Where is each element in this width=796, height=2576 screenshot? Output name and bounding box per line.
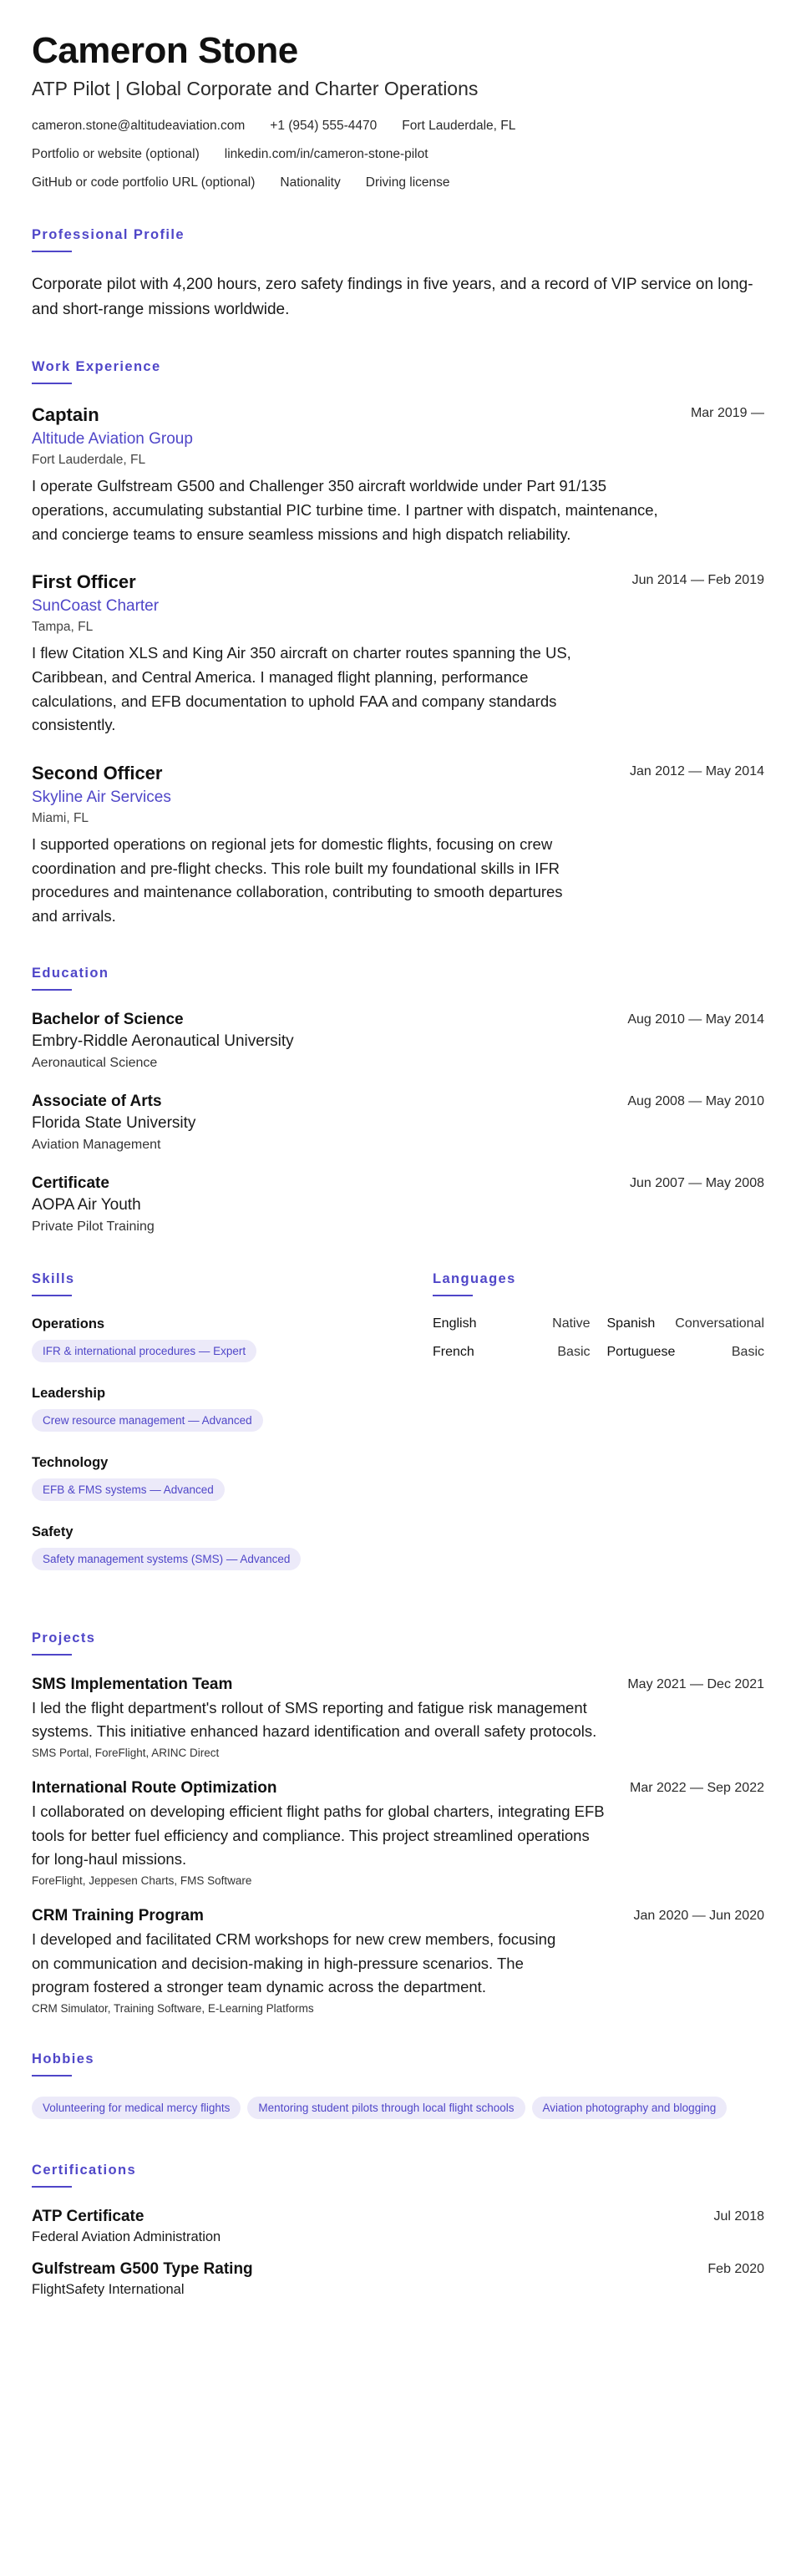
education-entry: [32, 1174, 764, 1235]
job-title: Captain: [32, 404, 99, 426]
language-item: [607, 1345, 765, 1360]
section-divider: [32, 1654, 72, 1656]
certification-issuer: Federal Aviation Administration: [32, 2229, 221, 2245]
job-date: Mar 2019 —: [690, 406, 764, 421]
section-divider: [32, 383, 72, 384]
education-date: Aug 2008 — May 2010: [627, 1093, 764, 1108]
language-item: [607, 1316, 765, 1331]
job-description: I supported operations on regional jets for domestic flights, focusing on crew coordination and pre-flight checks. This role built my foundational skills in IFR procedures and maintenance collaboration, contributing to smooth departures and arrivals.: [32, 835, 563, 925]
skill-chip: Safety management systems (SMS) — Advanced: [32, 1548, 301, 1570]
contact-linkedin[interactable]: linkedin.com/in/cameron-stone-pilot: [224, 146, 428, 161]
job-location: Tampa, FL: [32, 620, 94, 635]
language-level: Basic: [731, 1344, 764, 1359]
skill-chip: EFB & FMS systems — Advanced: [32, 1478, 225, 1501]
section-divider: [32, 989, 72, 991]
project-technologies: CRM Simulator, Training Software, E-Learning Platforms: [32, 2002, 314, 2016]
job-location: Miami, FL: [32, 811, 89, 826]
contact-portfolio[interactable]: Portfolio or website (optional): [32, 146, 200, 161]
experience-section: [32, 359, 764, 928]
company-name: Skyline Air Services: [32, 789, 171, 807]
language-item: [433, 1316, 591, 1331]
hobby-chip: Aviation photography and blogging: [532, 2097, 728, 2119]
projects-section: [32, 1630, 764, 2015]
language-level: Native: [552, 1316, 591, 1331]
language-name: Spanish: [606, 1316, 656, 1331]
hobbies-section: [32, 2051, 764, 2126]
company-name: Altitude Aviation Group: [32, 430, 193, 449]
skills-languages-row: [32, 1271, 764, 1594]
job-date: Jun 2014 — Feb 2019: [631, 573, 764, 588]
project-description: I collaborated on developing efficient flight paths for global charters, integrating EFB tools for better fuel efficiency and compliance. This project streamlined operations for long-haul missions.: [32, 1803, 605, 1869]
contact-email[interactable]: cameron.stone@altitudeaviation.com: [32, 118, 246, 133]
experience-entry: [32, 404, 764, 546]
language-name: English: [433, 1316, 477, 1331]
contact-location: Fort Lauderdale, FL: [402, 118, 516, 133]
section-divider: [32, 2186, 72, 2188]
section-title-languages: Languages: [433, 1270, 516, 1286]
skill-category: Operations: [32, 1316, 105, 1331]
job-title: First Officer: [32, 571, 136, 593]
languages-section: [433, 1271, 764, 1594]
degree-name: Certificate: [32, 1174, 109, 1192]
resume-header: [32, 30, 764, 190]
project-description: I led the flight department's rollout of SMS reporting and fatigue risk management systems. This initiative enhanced hazard identification and overall safety protocols.: [32, 1698, 597, 1741]
skill-chip: IFR & international procedures — Expert: [32, 1340, 256, 1362]
skill-category: Safety: [32, 1524, 74, 1539]
project-title: CRM Training Program: [32, 1907, 204, 1925]
contact-github[interactable]: GitHub or code portfolio URL (optional): [32, 175, 256, 190]
school-name: Florida State University: [32, 1113, 196, 1132]
experience-entry: [32, 571, 764, 738]
language-item: [433, 1345, 591, 1360]
certification-date: Jul 2018: [713, 2209, 764, 2224]
project-description: I developed and facilitated CRM workshops for new crew members, focusing on communication and decision-making in high-pressure scenarios. The program fostered a stronger team dynamic across the department.: [32, 1930, 556, 1996]
certification-issuer: FlightSafety International: [32, 2282, 185, 2298]
field-of-study: Aeronautical Science: [32, 1055, 158, 1070]
project-title: SMS Implementation Team: [32, 1675, 233, 1693]
job-description: I flew Citation XLS and King Air 350 aircraft on charter routes spanning the US, Caribbean, and Central America. I managed flight planning, performance calculations, and EFB documentation to uphold FAA and company standards consistently.: [32, 644, 571, 734]
skill-category: Technology: [32, 1454, 109, 1470]
section-title-experience: Work Experience: [32, 359, 161, 375]
language-name: Portuguese: [606, 1344, 676, 1359]
certification-entry: [32, 2260, 764, 2298]
language-level: Basic: [557, 1344, 591, 1359]
hobby-chip: Mentoring student pilots through local flight schools: [247, 2097, 525, 2119]
contact-phone[interactable]: +1 (954) 555-4470: [270, 118, 378, 133]
job-location: Fort Lauderdale, FL: [32, 453, 146, 468]
contact-driving-license: Driving license: [365, 175, 450, 190]
section-title-skills: Skills: [32, 1270, 75, 1286]
contact-nationality: Nationality: [280, 175, 341, 190]
education-entry: [32, 1011, 764, 1071]
job-title: Second Officer: [32, 763, 163, 784]
certification-name: Gulfstream G500 Type Rating: [32, 2260, 253, 2279]
hobbies-list: [32, 2097, 764, 2126]
section-title-projects: Projects: [32, 1630, 96, 1645]
section-divider: [32, 251, 72, 252]
school-name: AOPA Air Youth: [32, 1195, 141, 1214]
education-entry: [32, 1093, 764, 1153]
skill-category: Leadership: [32, 1385, 106, 1401]
field-of-study: Aviation Management: [32, 1137, 161, 1152]
education-date: Jun 2007 — May 2008: [630, 1175, 764, 1190]
skill-group: [32, 1455, 399, 1508]
language-name: French: [433, 1344, 474, 1359]
section-divider: [32, 2075, 72, 2077]
hobby-chip: Volunteering for medical mercy flights: [32, 2097, 241, 2119]
profile-section: [32, 227, 764, 323]
language-level: Conversational: [675, 1316, 764, 1331]
degree-name: Bachelor of Science: [32, 1010, 184, 1028]
project-technologies: SMS Portal, ForeFlight, ARINC Direct: [32, 1747, 220, 1760]
education-section: [32, 966, 764, 1235]
skill-group: [32, 1524, 399, 1577]
skill-group: [32, 1316, 399, 1369]
skills-section: [32, 1271, 399, 1594]
skill-chip: Crew resource management — Advanced: [32, 1409, 263, 1432]
section-title-profile: Professional Profile: [32, 226, 185, 242]
certification-date: Feb 2020: [707, 2262, 764, 2277]
section-divider: [32, 1295, 72, 1296]
job-date: Jan 2012 — May 2014: [630, 764, 764, 779]
experience-entry: [32, 763, 764, 929]
certifications-section: [32, 2163, 764, 2298]
candidate-headline: ATP Pilot | Global Corporate and Charter Operations: [32, 77, 479, 99]
languages-list: [433, 1316, 764, 1360]
section-title-certifications: Certifications: [32, 2163, 137, 2178]
section-title-hobbies: Hobbies: [32, 2051, 94, 2067]
certification-name: ATP Certificate: [32, 2208, 144, 2226]
job-description: I operate Gulfstream G500 and Challenger 350 aircraft worldwide under Part 91/135 operations, accumulating substantial PIC turbine time. I partner with dispatch, maintenance, and concierge teams to ensure seamless missions and high dispatch reliability.: [32, 477, 658, 543]
project-title: International Route Optimization: [32, 1779, 277, 1798]
section-title-education: Education: [32, 965, 109, 981]
project-entry: [32, 1907, 764, 2015]
project-entry: [32, 1779, 764, 1887]
certification-entry: [32, 2208, 764, 2245]
project-date: Mar 2022 — Sep 2022: [630, 1781, 764, 1796]
degree-name: Associate of Arts: [32, 1092, 162, 1110]
school-name: Embry-Riddle Aeronautical University: [32, 1032, 294, 1050]
section-divider: [433, 1295, 473, 1296]
skill-group: [32, 1386, 399, 1438]
project-entry: [32, 1676, 764, 1759]
project-date: Jan 2020 — Jun 2020: [633, 1909, 764, 1924]
contact-info: [32, 119, 667, 190]
candidate-name: Cameron Stone: [32, 30, 298, 71]
company-name: SunCoast Charter: [32, 597, 160, 616]
profile-summary: Corporate pilot with 4,200 hours, zero safety findings in five years, and a record of VIP service on long- and short-range missions worldwide.: [32, 275, 753, 318]
project-technologies: ForeFlight, Jeppesen Charts, FMS Software: [32, 1874, 252, 1888]
project-date: May 2021 — Dec 2021: [627, 1676, 764, 1691]
field-of-study: Private Pilot Training: [32, 1219, 155, 1234]
education-date: Aug 2010 — May 2014: [627, 1012, 764, 1027]
